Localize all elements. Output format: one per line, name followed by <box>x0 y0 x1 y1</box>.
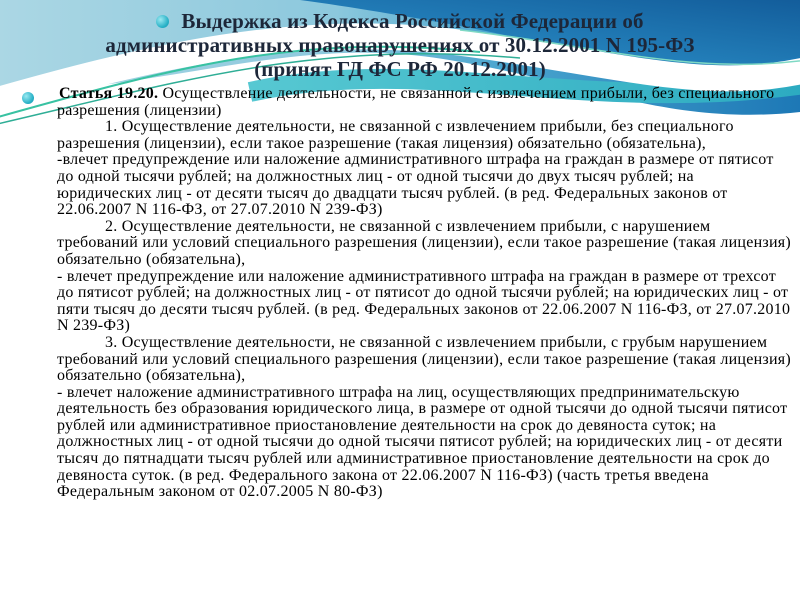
article-title: Осуществление деятельности, не связанной с извлечением прибыли, без специального разрешения (лицензии) <box>57 85 775 119</box>
clause-2-text: 2. Осуществление деятельности, не связанной с извлечением прибыли, с нарушением требований или условий специального разрешения (лицензии), если такое разрешение (такая лицензия) обязательно (обязательна), <box>57 217 791 268</box>
title-line-1-wrap <box>30 9 770 33</box>
sanction-3-text: - влечет наложение административного штрафа на лиц, осуществляющих предпринимательскую деятельность без образования юридического лица, в размере от одной тысячи до одной тысячи пятисот рублей или административное приостановление деятельности на срок до девяноста суток; на должностных лиц - от одной тысячи до одной тысячи пятисот рублей; на юридических лиц - от десяти тысяч до пятнадцати тысяч рублей или административное приостановление деятельности на срок до девяноста суток. (в ред. Федерального закона от 22.06.2007 N 116-ФЗ) (часть третья введена Федеральным законом от 02.07.2005 N 80-ФЗ) <box>57 383 788 501</box>
article-number: Статья 19.20. <box>59 85 159 102</box>
slide-body-text <box>57 86 792 501</box>
clause-3-text: 3. Осуществление деятельности, не связанной с извлечением прибыли, с грубым нарушением требований или условий специального разрешения (лицензии), если такое разрешение (такая лицензия) обязательно (обязательна), <box>57 333 791 385</box>
sanction-1-text: -влечет предупреждение или наложение административного штрафа на граждан в размере от пятисот до одной тысячи рублей; на должностных лиц - от одной тысячи до двух тысяч рублей; на юридических лиц - от десяти тысяч до двадцати тысяч рублей. (в ред. Федеральных законов от 22.06.2007 N 116-ФЗ, от 27.07.2010 N 239-ФЗ) <box>57 151 774 219</box>
body-bullet-icon <box>22 92 34 104</box>
article-heading <box>57 86 792 119</box>
slide-title <box>30 9 770 81</box>
sanction-2-text: - влечет предупреждение или наложение административного штрафа на граждан в размере от трехсот до пятисот рублей; на должностных лиц - от пятисот до одной тысячи рублей; на юридических лиц - от пяти тысяч до десяти тысяч рублей. (в ред. Федеральных законов от 22.06.2007 N 116-ФЗ, от 27.07.2010 N 239-ФЗ) <box>57 267 791 335</box>
title-line-1: Выдержка из Кодекса Российской Федерации об <box>181 9 644 33</box>
title-line-2: административных правонарушениях от 30.12.2001 N 195-ФЗ <box>105 33 695 57</box>
clause-1-text: 1. Осуществление деятельности, не связанной с извлечением прибыли, без специального разрешения (лицензии), если такое разрешение (такая лицензия) обязательно (обязательна), <box>57 118 734 152</box>
title-bullet-icon <box>156 15 169 28</box>
title-line-3: (принят ГД ФС РФ 20.12.2001) <box>254 57 546 81</box>
